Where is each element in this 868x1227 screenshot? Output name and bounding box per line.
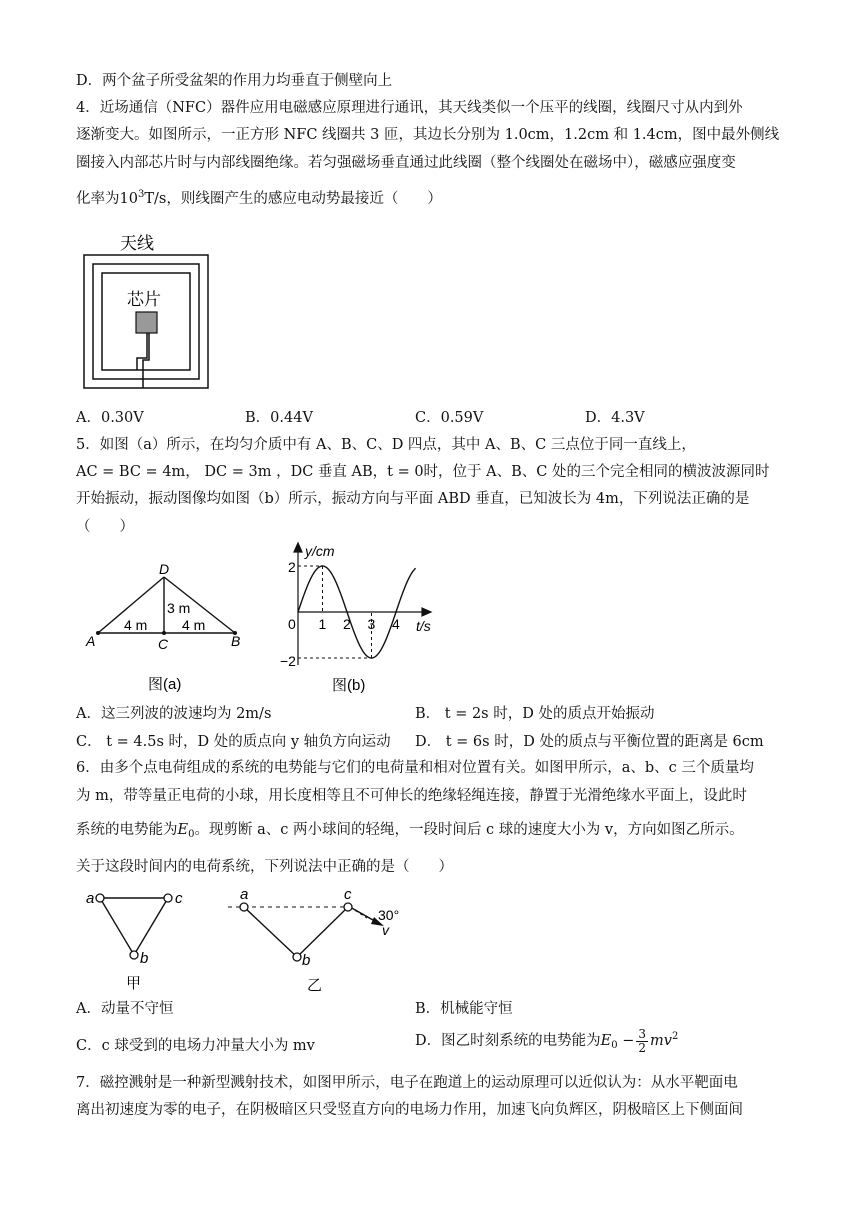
q6-line-1: 6．由多个点电荷组成的系统的电势能与它们的电荷量和相对位置有关。如图甲所示，a、b、c 三个质量均 bbox=[76, 760, 754, 776]
q5-line-2: AC = BC = 4m， DC = 3m ，DC 垂直 AB，t = 0时，位于 A、B、C 处的三个完全相同的横波波源同时 bbox=[76, 464, 770, 480]
y-tick-bottom: −2 bbox=[280, 653, 296, 669]
y-axis-label: y/cm bbox=[305, 543, 335, 559]
ac-length-label: 4 m bbox=[124, 617, 148, 633]
point-a-label: A bbox=[86, 633, 96, 649]
ball-b-label: b bbox=[302, 952, 311, 969]
point-c-label: C bbox=[158, 636, 169, 652]
antenna-label: 天线 bbox=[120, 234, 154, 253]
figure-b-vibration-graph bbox=[272, 540, 442, 700]
q4-option-d: D．4.3V bbox=[585, 410, 645, 426]
q3-option-d: D．两个盆子所受盆架的作用力均垂直于侧壁向上 bbox=[76, 73, 393, 89]
q4-option-c: C．0.59V bbox=[415, 410, 484, 426]
q7-line-1: 7．磁控溅射是一种新型溅射技术，如图甲所示，电子在跑道上的运动原理可以近似认为：从水平靶面电 bbox=[76, 1075, 738, 1091]
x-axis-label: t/s bbox=[416, 618, 431, 634]
q6-option-a: A．动量不守恒 bbox=[76, 1001, 174, 1017]
q5-line-1: 5．如图（a）所示，在均匀介质中有 A、B、C、D 四点，其中 A、B、C 三点位于同一直线上， bbox=[76, 437, 696, 453]
q5-option-b: B． t = 2s 时，D 处的质点开始振动 bbox=[415, 706, 655, 722]
q6-line-3: 系统的电势能为$E_0$。现剪断 a、c 两小球间的轻绳，一段时间后 c 球的速度大小为 v，方向如图乙所示。 bbox=[76, 822, 744, 840]
q4-line-2: 逐渐变大。如图所示，一正方形 NFC 线圈共 3 匝，其边长分别为 1.0cm，1.2cm 和 1.4cm，图中最外侧线 bbox=[76, 127, 780, 143]
origin-label: 0 bbox=[288, 616, 296, 632]
figure-jia-triangle bbox=[82, 885, 192, 995]
q5-option-d: D． t = 6s 时，D 处的质点与平衡位置的距离是 6cm bbox=[415, 734, 764, 750]
figure-a-triangle bbox=[80, 560, 245, 695]
ball-c-label: c bbox=[344, 886, 352, 903]
q6-line-2: 为 m，带等量正电荷的小球，用长度相等且不可伸长的绝缘轻绳连接，静置于光滑绝缘水平面上，设此时 bbox=[76, 788, 747, 804]
q5-option-a: A．这三列波的波速均为 2m/s bbox=[76, 706, 272, 722]
q6-option-c: C．c 球受到的电场力冲量大小为 mv bbox=[76, 1038, 315, 1054]
q5-option-c: C． t = 4.5s 时，D 处的质点向 y 轴负方向运动 bbox=[76, 734, 391, 750]
x-tick-label-4: 4 bbox=[392, 616, 400, 632]
q6-line-4: 关于这段时间内的电荷系统，下列说法中正确的是（ ） bbox=[76, 859, 453, 875]
q4-line-1: 4．近场通信（NFC）器件应用电磁感应原理进行通讯，其天线类似一个压平的线圈，线圈尺寸从内到外 bbox=[76, 100, 743, 116]
q4-line-3: 圈接入内部芯片时与内部线圈绝缘。若匀强磁场垂直通过此线圈（整个线圈处在磁场中），磁感应强度变 bbox=[76, 155, 736, 171]
point-d-label: D bbox=[159, 561, 170, 577]
ball-b-label: b bbox=[140, 950, 149, 967]
ball-c-label: c bbox=[175, 890, 183, 907]
figure-a-caption: 图(a) bbox=[148, 676, 182, 693]
figure-yi-diagram bbox=[222, 885, 417, 997]
ball-a-label: a bbox=[86, 890, 95, 907]
x-axis-arrow bbox=[422, 608, 431, 616]
figure-yi-caption: 乙 bbox=[307, 977, 323, 994]
q5-line-3: 开始振动，振动图像均如图（b）所示，振动方向与平面 ABD 垂直，已知波长为 4m，下列说法正确的是 bbox=[76, 491, 750, 507]
q6-option-b: B．机械能守恒 bbox=[415, 1001, 513, 1017]
y-tick-top: 2 bbox=[288, 559, 296, 575]
figure-b-caption: 图(b) bbox=[332, 677, 366, 694]
y-axis-arrow bbox=[294, 543, 302, 552]
ball-a-label: a bbox=[240, 886, 249, 903]
cb-length-label: 4 m bbox=[182, 617, 206, 633]
q4-line-4: 化率为$10^3T/s$，则线圈产生的感应电动势最接近（ ） bbox=[76, 189, 442, 207]
q4-option-b: B．0.44V bbox=[245, 410, 313, 426]
dc-length-label: 3 m bbox=[167, 600, 191, 616]
x-tick-label-2: 2 bbox=[343, 616, 351, 632]
figure-jia-caption: 甲 bbox=[126, 975, 142, 992]
chip-label: 芯片 bbox=[127, 290, 161, 309]
q5-line-4: （ ） bbox=[76, 519, 134, 535]
q6-option-d: D．图乙时刻系统的电势能为$E_0$ − $\frac{3}{2}$ $mv^2$ bbox=[415, 1026, 679, 1055]
x-tick-label-1: 1 bbox=[318, 616, 327, 632]
x-tick-label-3: 3 bbox=[367, 616, 376, 632]
q4-option-a: A．0.30V bbox=[76, 410, 144, 426]
velocity-label: v bbox=[382, 922, 389, 938]
nfc-coil-figure bbox=[80, 228, 215, 393]
angle-label: 30° bbox=[378, 907, 400, 923]
point-b-label: B bbox=[231, 633, 241, 649]
q7-line-2: 离出初速度为零的电子，在阴极暗区只受竖直方向的电场力作用，加速飞向负辉区，阴极暗区上下侧面间 bbox=[76, 1102, 743, 1118]
